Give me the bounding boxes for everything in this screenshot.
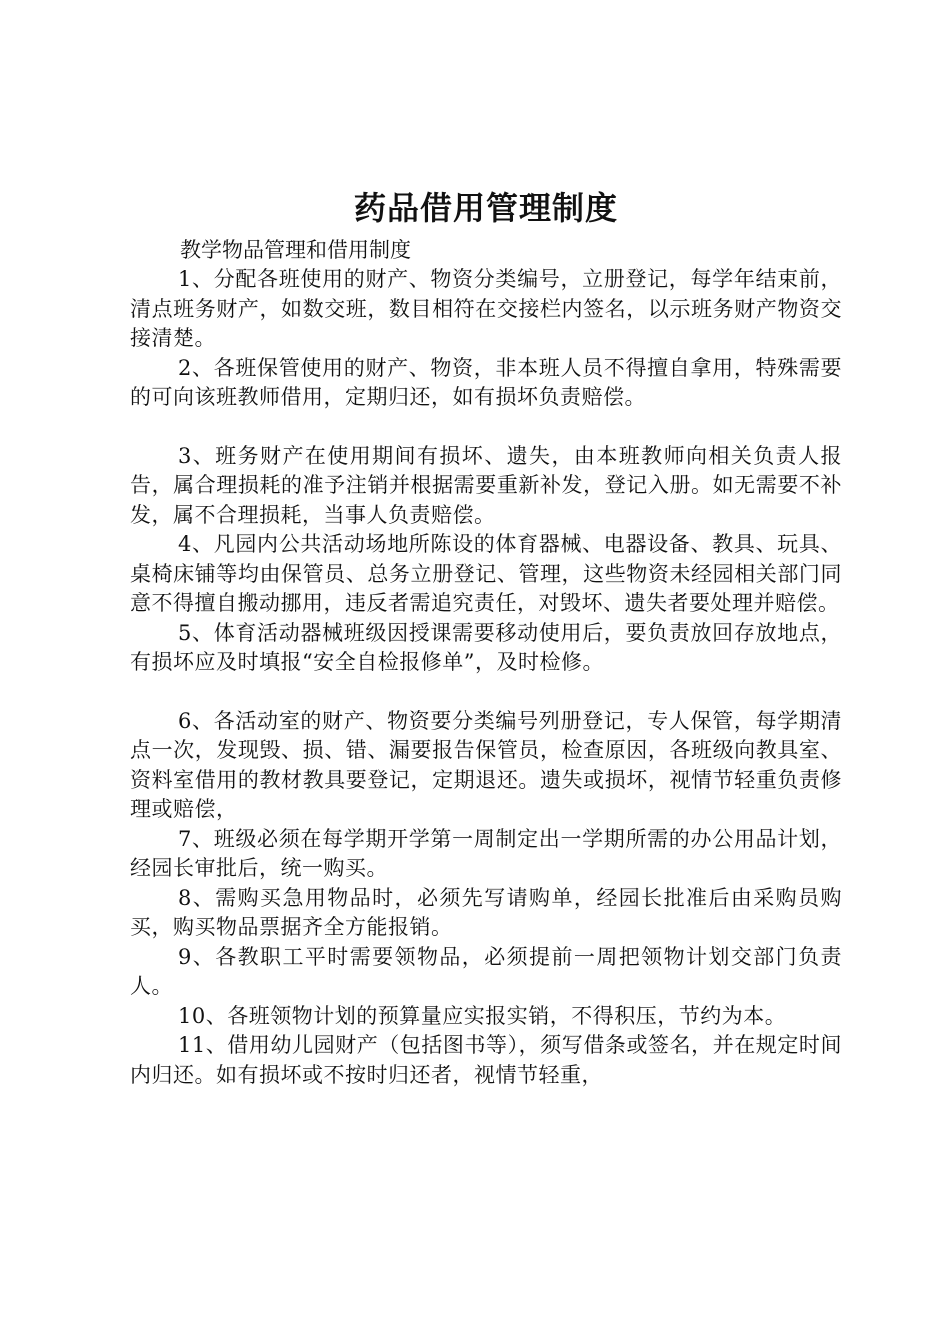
paragraph-3: 3、班务财产在使用期间有损坏、遗失，由本班教师向相关负责人报告，属合理损耗的准予注销并根据需要重新补发，登记入册。如无需要不补发，属不合理损耗，当事人负责赔偿。 [130,443,842,527]
paragraph-11: 11、借用幼儿园财产（包括图书等），须写借条或签名，并在规定时间内归还。如有损坏或不按时归还者，视情节轻重， [130,1033,842,1087]
document-subtitle: 教学物品管理和借用制度 [180,238,411,262]
paragraph-8: 8、需购买急用物品时，必须先写请购单，经园长批准后由采购员购买，购买物品票据齐全方能报销。 [130,885,842,939]
paragraph-2: 2、各班保管使用的财产、物资，非本班人员不得擅自拿用，特殊需要的可向该班教师借用，定期归还，如有损坏负责赔偿。 [130,355,842,409]
document-title: 药品借用管理制度 [353,189,618,227]
paragraph-6: 6、各活动室的财产、物资要分类编号列册登记，专人保管，每学期清点一次，发现毁、损、错、漏要报告保管员，检查原因，各班级向教具室、资料室借用的教材教具要登记，定期退还。遗失或损坏，视情节轻重负责修理或赔偿， [130,708,842,821]
paragraph-1: 1、分配各班使用的财产、物资分类编号，立册登记，每学年结束前，清点班务财产，如数交班，数目相符在交接栏内签名，以示班务财产物资交接清楚。 [130,267,842,350]
document-page [130,186,842,1090]
paragraph-7: 7、班级必须在每学期开学第一周制定出一学期所需的办公用品计划，经园长审批后，统一购买。 [130,826,842,880]
paragraph-4: 4、凡园内公共活动场地所陈设的体育器械、电器设备、教具、玩具、桌椅床铺等均由保管员、总务立册登记、管理，这些物资未经园相关部门同意不得擅自搬动挪用，违反者需追究责任，对毁坏、遗失者要处理并赔偿。 [130,532,842,615]
paragraph-9: 9、各教职工平时需要领物品，必须提前一周把领物计划交部门负责人。 [130,944,842,998]
paragraph-5: 5、体育活动器械班级因授课需要移动使用后，要负责放回存放地点，有损坏应及时填报“安全自检报修单”，及时检修。 [130,620,842,674]
paragraph-10: 10、各班领物计划的预算量应实报实销，不得积压，节约为本。 [178,1003,787,1028]
